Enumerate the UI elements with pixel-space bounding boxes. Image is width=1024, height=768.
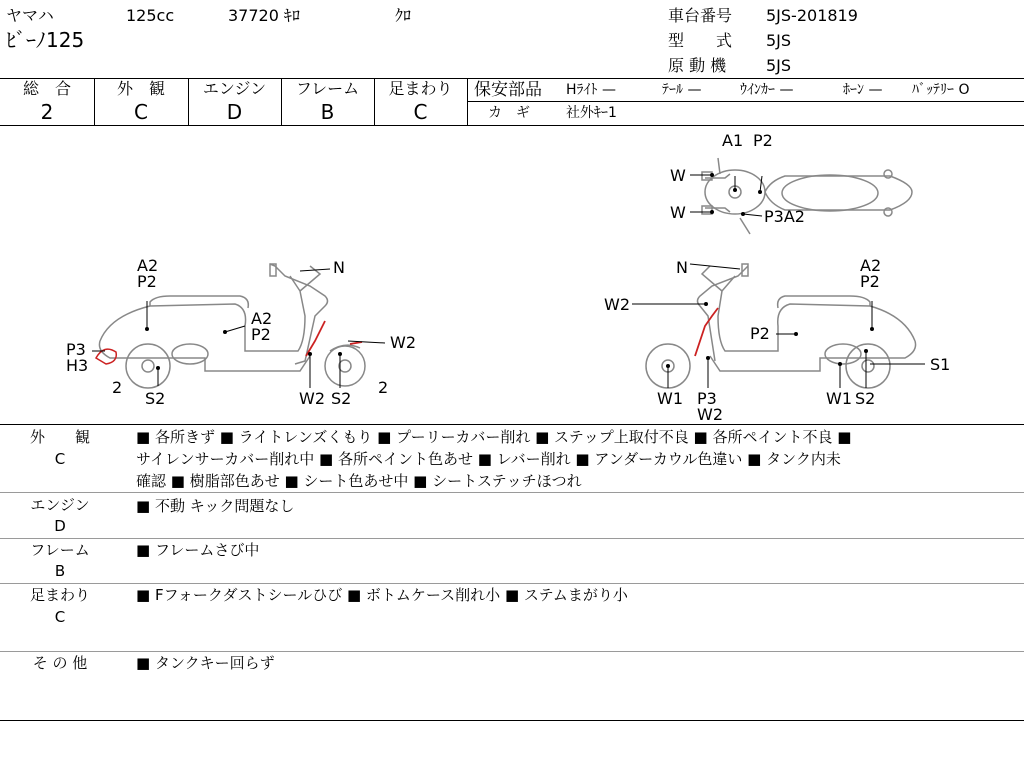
remark-exterior-line-3: 確認 ■ 樹脂部色あせ ■ シート色あせ中 ■ シートステッチほつれ xyxy=(136,472,582,490)
remark-exterior-grade: C xyxy=(54,450,66,468)
safety-battery: ﾊﾞｯﾃﾘｰ O xyxy=(912,82,970,98)
safety-parts-label: 保安部品 xyxy=(474,80,542,100)
frame-no-label: 車台番号 xyxy=(668,6,733,25)
remark-engine-line-1: ■ 不動 キック問題なし xyxy=(136,497,295,515)
engine-model-label: 原 動 機 xyxy=(668,56,727,75)
key-value: 社外ｷｰ1 xyxy=(566,105,617,121)
lbl-right-w1-left: W1 xyxy=(657,389,683,408)
remark-exterior-label: 外 観 xyxy=(29,428,90,446)
lbl-right-n: N xyxy=(676,258,688,277)
safety-winker: ｳｲﾝｶｰ — xyxy=(740,82,794,98)
safety-tail: ﾃｰﾙ — xyxy=(662,82,702,98)
lbl-left-2-right: 2 xyxy=(378,378,389,397)
color: ｸﾛ xyxy=(395,6,412,25)
remark-exterior-line-1: ■ 各所きず ■ ライトレンズくもり ■ プーリーカバー削れ ■ ステップ上取付不良 ■ 各所ペイント不良 ■ xyxy=(136,428,852,446)
lbl-top-p2: P2 xyxy=(753,131,773,150)
lbl-left-p3h3: P3 H3 xyxy=(66,340,89,375)
lbl-right-p3w2: P3 W2 xyxy=(697,389,723,424)
lbl-left-w2-bottom: W2 xyxy=(299,389,325,408)
frame-grade: B xyxy=(320,100,335,124)
lbl-left-s2-bottom: S2 xyxy=(331,389,352,408)
lbl-left-2-left: 2 xyxy=(112,378,123,397)
lbl-right-a2p2: A2 P2 xyxy=(860,256,882,291)
engine-grade: D xyxy=(226,100,243,124)
engine-model: 5JS xyxy=(766,56,792,75)
remark-frame-line-1: ■ フレームさび中 xyxy=(136,541,260,559)
exterior-grade: C xyxy=(134,100,148,124)
lbl-top-w-bottom: W xyxy=(670,203,686,222)
lbl-right-s1: S1 xyxy=(930,355,951,374)
overall-grade: 2 xyxy=(40,100,54,124)
remark-suspension-label: 足まわり xyxy=(29,586,90,604)
remark-engine-label: エンジン xyxy=(30,496,90,514)
exterior-label: 外 観 xyxy=(116,79,165,98)
suspension-grade-label: 足まわり xyxy=(388,79,453,98)
remark-other-label: そ の 他 xyxy=(32,654,88,672)
lbl-left-a2p2-mid: A2 P2 xyxy=(251,309,273,344)
remark-suspension-grade: C xyxy=(54,608,66,626)
type-value: 5JS xyxy=(766,31,792,50)
safety-headlight: Hﾗｲﾄ — xyxy=(566,82,616,98)
remark-engine-grade: D xyxy=(54,517,66,535)
key-label: カ ギ xyxy=(488,105,530,121)
overall-label: 総 合 xyxy=(22,79,71,98)
suspension-grade: C xyxy=(413,100,428,124)
type-label: 型 式 xyxy=(668,31,733,50)
engine-grade-label: エンジン xyxy=(202,79,267,98)
lbl-left-n: N xyxy=(333,258,345,277)
lbl-right-s2: S2 xyxy=(855,389,876,408)
displacement: 125cc xyxy=(126,6,175,25)
maker: ヤマハ xyxy=(6,6,54,25)
mileage: 37720 ｷﾛ xyxy=(228,6,300,25)
lbl-right-w1-right: W1 xyxy=(826,389,852,408)
lbl-right-w2: W2 xyxy=(604,295,630,314)
model-name: ﾋﾞｰﾉ125 xyxy=(6,28,85,52)
safety-horn: ﾎｰﾝ — xyxy=(843,82,883,98)
lbl-top-a1: A1 xyxy=(722,131,744,150)
lbl-left-a2p2-top: A2 P2 xyxy=(137,256,159,291)
left-damage-mark-front xyxy=(306,321,325,356)
remark-frame-grade: B xyxy=(54,562,66,580)
frame-no: 5JS-201819 xyxy=(766,6,858,25)
frame-grade-label: フレーム xyxy=(295,79,360,98)
remark-suspension-line-1: ■ Fフォークダストシールひび ■ ボトムケース削れ小 ■ ステムまがり小 xyxy=(136,586,628,604)
top-scooter-sketch xyxy=(702,158,912,234)
remark-frame-label: フレーム xyxy=(30,541,90,559)
remark-other-line-1: ■ タンクキー回らず xyxy=(136,654,275,672)
lbl-left-w2-right: W2 xyxy=(390,333,416,352)
remark-exterior-line-2: サイレンサーカバー削れ中 ■ 各所ペイント色あせ ■ レバー削れ ■ アンダーカウル色違い ■ タンク内未 xyxy=(136,450,841,468)
left-damage-mark-w2 xyxy=(350,342,362,344)
lbl-top-w-top: W xyxy=(670,166,686,185)
lbl-right-p2: P2 xyxy=(750,324,770,343)
lbl-top-p3a2: P3A2 xyxy=(764,207,805,226)
lbl-left-s2: S2 xyxy=(145,389,166,408)
